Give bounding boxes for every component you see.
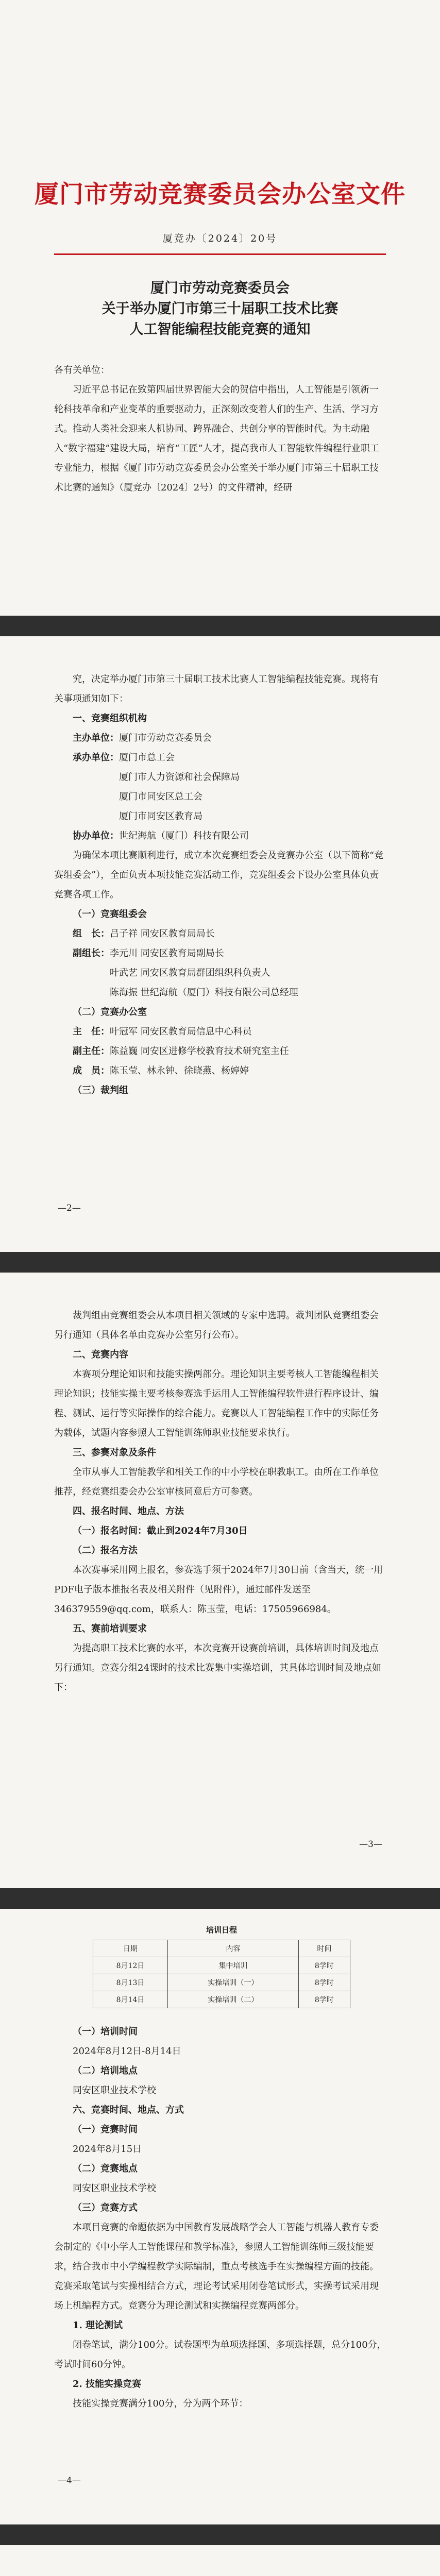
section-1-heading: 一、竞赛组织机构 xyxy=(73,713,147,724)
member-row: 成 员：陈玉莹、林永钟、徐晓燕、杨婷婷 xyxy=(73,1065,249,1076)
member-row: 组 长：吕子祥 同安区教育局局长 xyxy=(73,928,215,939)
page-number: —3— xyxy=(359,1839,382,1850)
page-3-body xyxy=(54,1306,386,1698)
page-5 xyxy=(0,2545,440,2576)
org-row: 协办单位：世纪海航（厦门）科技有限公司 xyxy=(73,831,249,841)
member-row: 副主任：陈益巍 同安区进修学校教育技术研究室主任 xyxy=(73,1046,289,1057)
table-row: 8月14日 实操培训（二） 8学时 xyxy=(93,1991,350,2008)
section-6-heading: 六、竞赛时间、地点、方式 xyxy=(73,2105,184,2115)
contest-place-heading: （二）竞赛地点 xyxy=(73,2163,138,2174)
org-note: 为确保本项比赛顺利进行，成立本次竞赛组委会及竞赛办公室（以下简称“竞赛组委会”），全面负责本项技能竞赛活动工作，竞赛组委会下设办公室具体负责竞赛各项工作。 xyxy=(54,850,384,900)
table-header-row xyxy=(93,1940,350,1957)
office-heading: （二）竞赛办公室 xyxy=(73,1007,147,1018)
org-row: 厦门市人力资源和社会保障局 xyxy=(119,772,240,783)
committee-heading: （一）竞赛组委会 xyxy=(73,909,147,920)
referee-heading: （三）裁判组 xyxy=(73,1085,128,1096)
member-row: 主 任：叶冠军 同安区教育局信息中心科员 xyxy=(73,1026,252,1037)
page-4 xyxy=(0,1909,440,2524)
intro-paragraph: 习近平总书记在致第四届世界智能大会的贺信中指出，人工智能是引领新一轮科技革命和产业变革的重要驱动力，正深刻改变着人们的生产、生活、学习方式。推动人类社会迎来人机协同、跨界融合、共创分享的智能时代。为主动融入“数字福建”建设大局，培育“工匠”人才，提高我市人工智能软件编程行业职工专业能力，根据《厦门市劳动竞赛委员会办公室关于举办厦门市第三十届职工技术比赛的通知》（厦竞办〔2024〕2号）的文件精神，经研 xyxy=(54,384,379,493)
theory-test-heading: 1. 理论测试 xyxy=(73,2320,123,2331)
page-3 xyxy=(0,1273,440,1888)
table-header: 时间 xyxy=(298,1940,350,1957)
training-place-value: 同安区职业技术学校 xyxy=(73,2085,156,2096)
registration-time: （一）报名时间：截止到2024年7月30日 xyxy=(73,1526,248,1536)
practical-paragraph: 技能实操竞赛满分100分，分为两个环节： xyxy=(73,2398,248,2409)
section-2-heading: 二、竞赛内容 xyxy=(73,1349,128,1360)
table-row: 8月13日 实操培训（一） 8学时 xyxy=(93,1974,350,1991)
org-row: 厦门市同安区教育局 xyxy=(119,811,202,822)
notice-title-line-2: 人工智能编程技能竞赛的通知 xyxy=(129,321,311,337)
notice-issuer: 厦门市劳动竞赛委员会 xyxy=(150,280,290,296)
red-divider xyxy=(54,253,386,255)
registration-method-heading: （二）报名方法 xyxy=(73,1545,138,1556)
org-row: 主办单位：厦门市劳动竞赛委员会 xyxy=(73,733,212,743)
notice-title-line-1: 关于举办厦门市第三十届职工技术比赛 xyxy=(101,301,339,317)
page-number: —2— xyxy=(58,1203,81,1213)
notice-title xyxy=(0,278,440,340)
contest-time-value: 2024年8月15日 xyxy=(73,2144,142,2155)
training-paragraph: 为提高职工技术比赛的水平，本次竞赛开设赛前培训，具体培训时间及地点另行通知。竞赛分组24课时的技术比赛集中实操培训，其具体培训时间及地点如下： xyxy=(54,1643,381,1693)
training-place-heading: （二）培训地点 xyxy=(73,2065,138,2076)
theory-test-paragraph: 闭卷笔试，满分100分。试卷题型为单项选择题、多项选择题，总分100分，考试时间60分钟。 xyxy=(54,2340,386,2370)
table-header: 日期 xyxy=(93,1940,168,1957)
salutation: 各有关单位： xyxy=(54,365,110,376)
referee-paragraph: 裁判组由竞赛组委会从本项目相关领域的专家中选聘。裁判团队竞赛组委会另行通知（具体名单由竞赛办公室另行公布）。 xyxy=(54,1310,379,1341)
org-row: 厦门市同安区总工会 xyxy=(119,791,202,802)
table-row: 8月12日 集中培训 8学时 xyxy=(93,1957,350,1974)
member-row: 叶武艺 同安区教育局群团组织科负责人 xyxy=(110,968,270,978)
training-time-heading: （一）培训时间 xyxy=(73,2026,138,2037)
page-1 xyxy=(0,0,440,616)
continuation-paragraph: 究，决定举办厦门市第三十届职工技术比赛人工智能编程技能竞赛。现将有关事项通知如下： xyxy=(54,674,379,704)
practical-heading: 2. 技能实操竞赛 xyxy=(73,2379,142,2389)
member-row: 陈海振 世纪海航（厦门）科技有限公司总经理 xyxy=(110,987,298,998)
content-paragraph: 本赛项分理论知识和技能实操两部分。理论知识主要考核人工智能编程相关理论知识；技能实操主要考核参赛选手运用人工智能编程软件进行程序设计、编程、测试、运行等实际操作的综合能力。竞赛以人工智能编程工作中的实际任务为载体，试题内容参照人工智能训练师职业技能要求执行。 xyxy=(54,1369,379,1438)
section-4-heading: 四、报名时间、地点、方法 xyxy=(73,1506,184,1517)
registration-paragraph: 本次赛事采用网上报名，参赛选手须于2024年7月30日前（含当天，统一用PDF电子版本推报名表及相关附件（见附件），通过邮件发送至 346379559@qq.com，联系人：陈玉莹，电话：17505966984。 xyxy=(54,1565,383,1615)
contest-place-value: 同安区职业技术学校 xyxy=(73,2183,156,2194)
document-header-title: 厦门市劳动竞赛委员会办公室文件 xyxy=(35,180,405,209)
contest-mode-paragraph: 本项目竞赛的命题依据为中国教育发展战略学会人工智能与机器人教育专委会制定的《中小学人工智能课程和教学标准》，参照人工智能训练师三级技能要求，结合我市中小学编程教学实际编制，重点考核选手在实操编程方面的技能。竞赛采取笔试与实操相结合方式，理论考试采用闭卷笔试形式，实操考试采用现场上机编程方式。竞赛分为理论测试和实操编程竞赛两部分。 xyxy=(54,2222,379,2311)
eligibility-paragraph: 全市从事人工智能教学和相关工作的中小学校在职教职工。由所在工作单位推荐，经竞赛组委会办公室审核同意后方可参赛。 xyxy=(54,1467,379,1497)
contest-time-heading: （一）竞赛时间 xyxy=(73,2124,138,2135)
org-row: 承办单位：厦门市总工会 xyxy=(73,752,175,763)
page-1-body xyxy=(54,361,386,498)
page-number: —4— xyxy=(58,2476,81,2486)
section-3-heading: 三、参赛对象及条件 xyxy=(73,1447,156,1458)
document-number: 厦竞办〔2024〕20号 xyxy=(162,233,278,244)
contest-mode-heading: （三）竞赛方式 xyxy=(73,2202,138,2213)
schedule-table xyxy=(93,1940,350,2008)
training-time-value: 2024年8月12日-8月14日 xyxy=(73,2046,181,2057)
page-4-body xyxy=(54,2022,386,2414)
table-header: 内容 xyxy=(168,1940,299,1957)
page-2-body xyxy=(54,670,386,1100)
member-row: 副组长：李元川 同安区教育局副局长 xyxy=(73,948,224,959)
schedule-table-title: 培训日程 xyxy=(206,1925,237,1935)
page-2 xyxy=(0,636,440,1252)
section-5-heading: 五、赛前培训要求 xyxy=(73,1623,147,1634)
